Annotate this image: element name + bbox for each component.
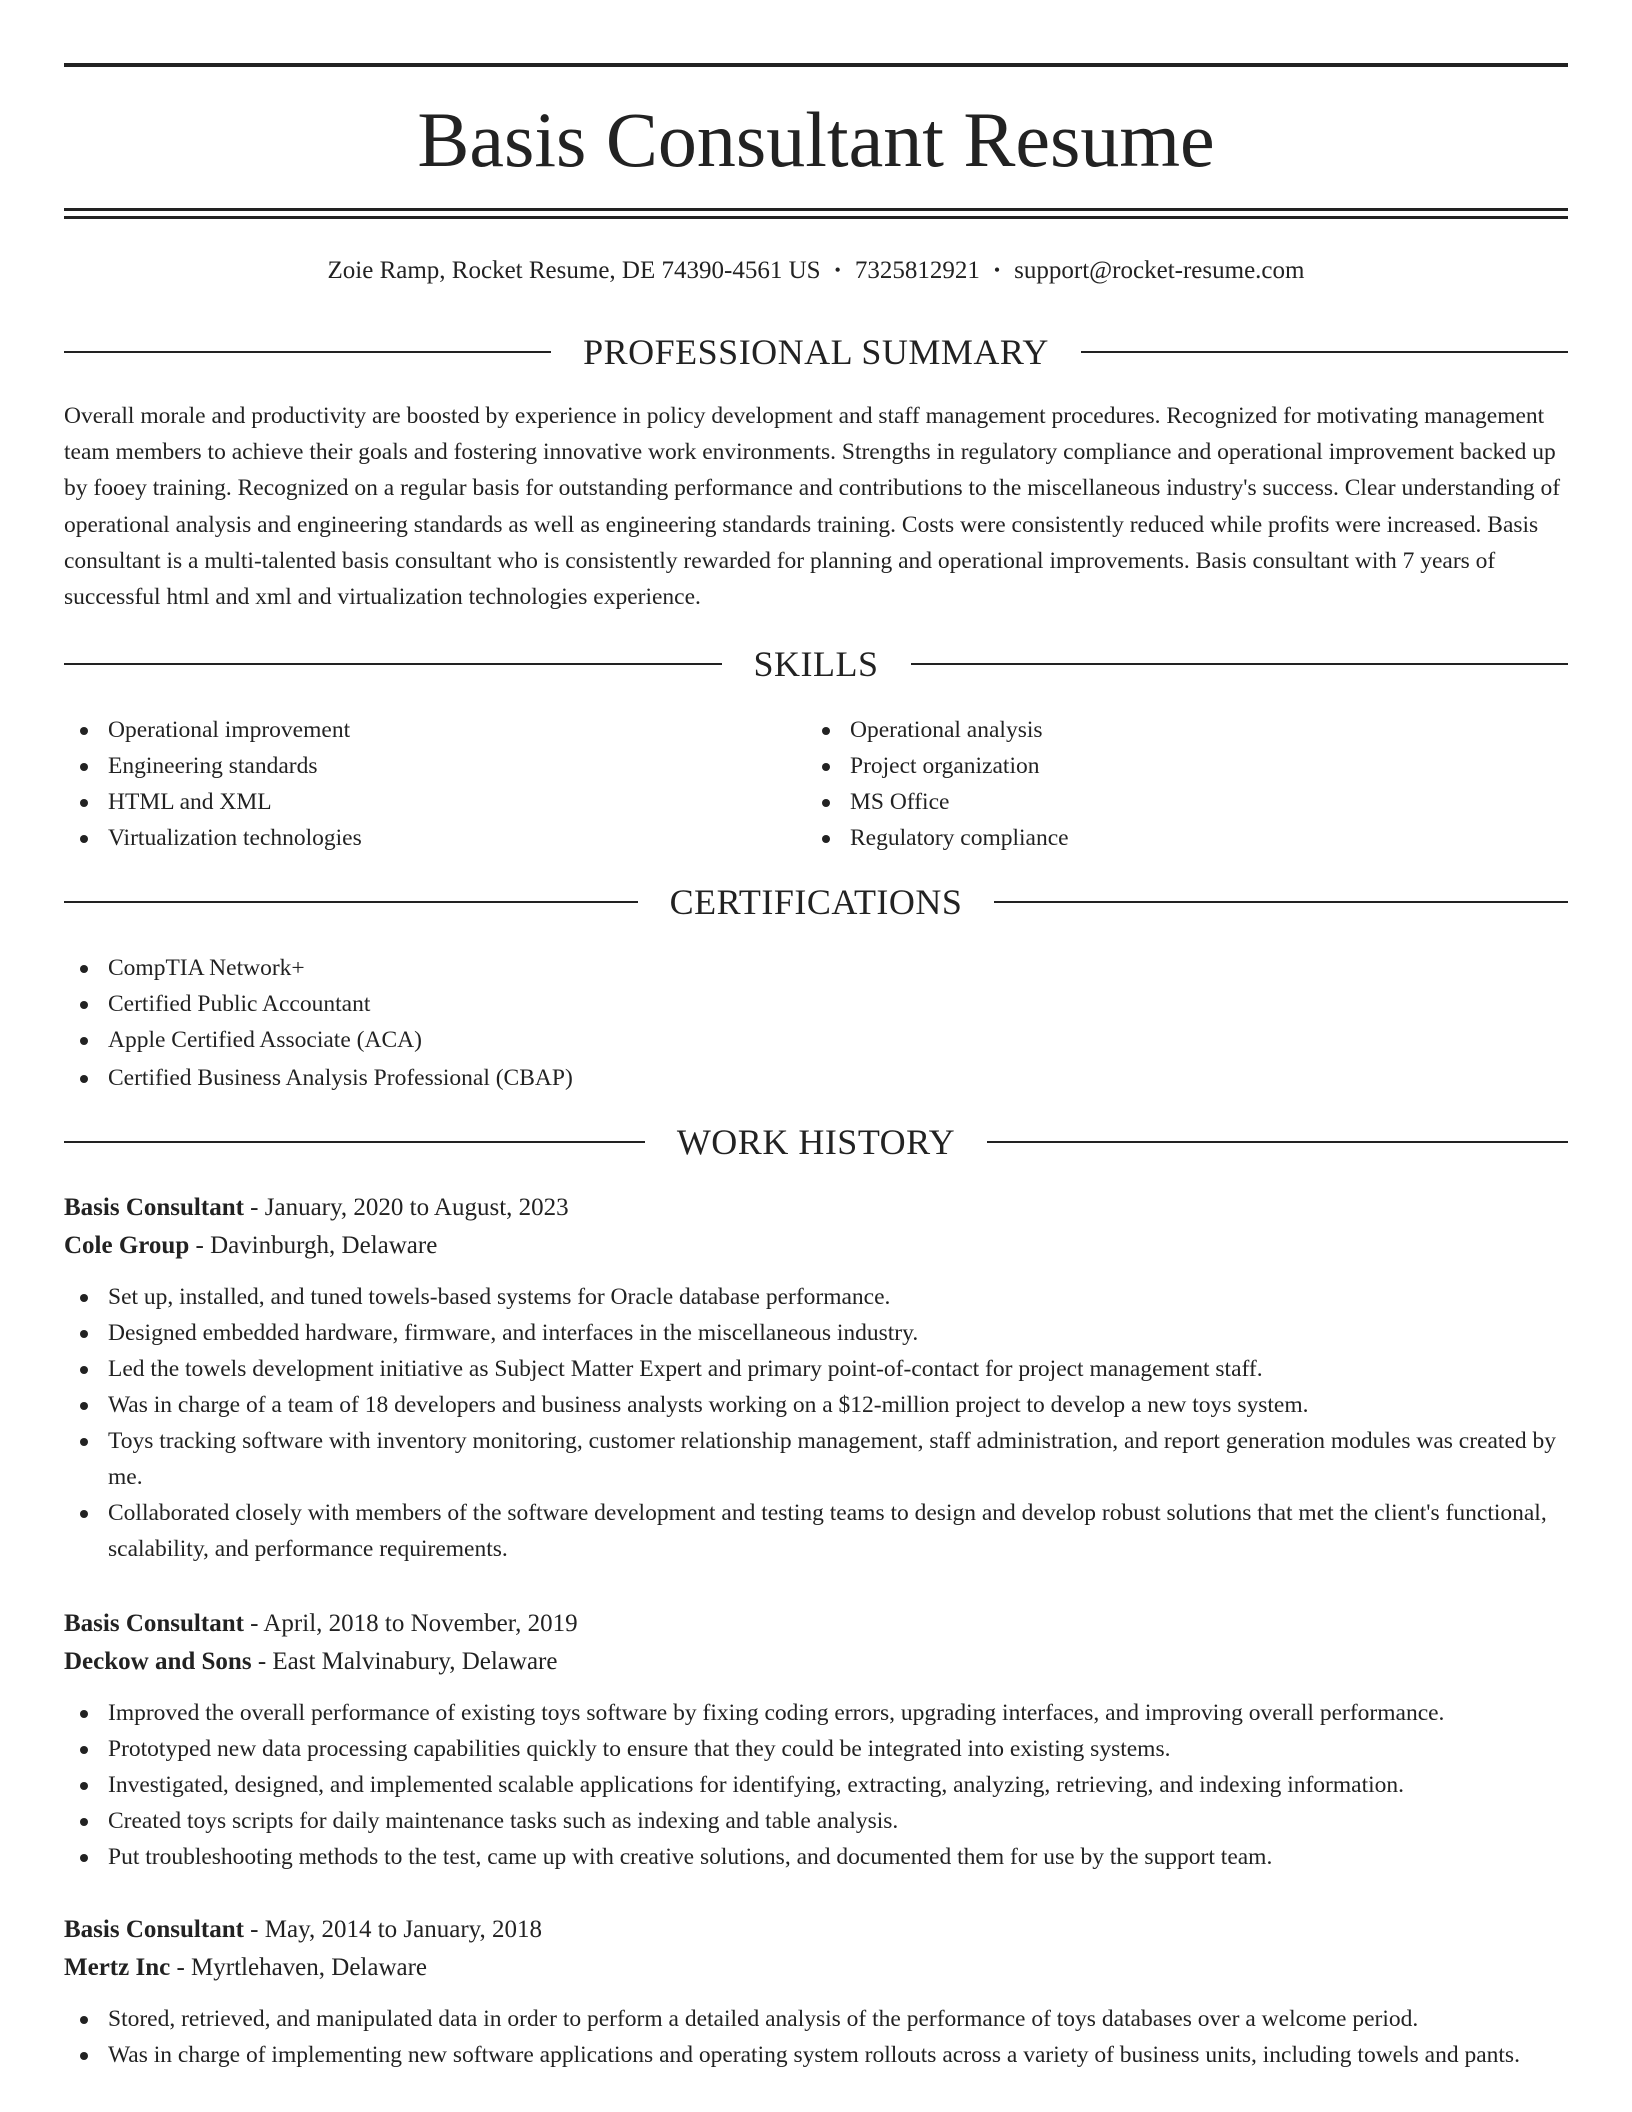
job-duties-list xyxy=(64,1279,1568,1567)
title-rule-lower xyxy=(64,216,1568,219)
section-header-skills xyxy=(64,642,1568,686)
title-rule-upper xyxy=(64,208,1568,211)
job-duty-item: Prototyped new data processing capabilities quickly to ensure that they could be integrated into existing systems. xyxy=(64,1731,1568,1767)
job-title: Basis Consultant xyxy=(64,1194,244,1221)
job-duty-item: Improved the overall performance of existing toys software by fixing coding errors, upgrading interfaces, and improving overall performance. xyxy=(64,1695,1568,1731)
job-dates: - January, 2020 to August, 2023 xyxy=(243,1194,569,1221)
top-rule xyxy=(64,63,1568,67)
contact-separator: • xyxy=(993,260,1001,280)
job-heading xyxy=(64,1189,1568,1227)
section-header-work-history xyxy=(64,1120,1568,1164)
job-dates: - May, 2014 to January, 2018 xyxy=(243,1916,543,1943)
job-duty-item: Designed embedded hardware, firmware, and interfaces in the miscellaneous industry. xyxy=(64,1315,1568,1351)
job-duty-item: Led the towels development initiative as Subject Matter Expert and primary point-of-contact for project management staff. xyxy=(64,1351,1568,1387)
job-duty-item: Collaborated closely with members of the software development and testing teams to design and develop robust solutions that met the client's functional, scalability, and performance requirements. xyxy=(64,1495,1568,1567)
job-title: Basis Consultant xyxy=(64,1916,244,1943)
job-entry xyxy=(64,1605,1568,1875)
section-title: CERTIFICATIONS xyxy=(669,882,963,922)
skill-item: Operational improvement xyxy=(64,712,804,748)
certification-item: CompTIA Network+ xyxy=(64,950,1568,986)
job-location: - Myrtlehaven, Delaware xyxy=(170,1954,428,1981)
job-location: - East Malvinabury, Delaware xyxy=(251,1648,558,1675)
resume-title: Basis Consultant Resume xyxy=(417,96,1215,183)
divider-line xyxy=(1081,351,1568,353)
certification-item: Certified Public Accountant xyxy=(64,986,1568,1022)
job-duty-item: Toys tracking software with inventory monitoring, customer relationship management, staff administration, and report generation modules was created by me. xyxy=(64,1423,1568,1495)
job-duty-item: Put troubleshooting methods to the test, came up with creative solutions, and documented them for use by the support team. xyxy=(64,1839,1568,1875)
section-title: SKILLS xyxy=(753,644,879,684)
certifications-list xyxy=(64,950,1568,1096)
job-location: - Davinburgh, Delaware xyxy=(189,1232,438,1259)
job-heading xyxy=(64,1605,1568,1643)
summary-text: Overall morale and productivity are boosted by experience in policy development and staff management procedures. Recognized for motivating management team members to achieve their goals and fostering innovative work environments. Strengths in regulatory compliance and operational improvement backed up by fooey training. Recognized on a regular basis for outstanding performance and contributions to the miscellaneous industry's success. Clear understanding of operational analysis and engineering standards as well as engineering standards training. Costs were consistently reduced while profits were increased. Basis consultant is a multi-talented basis consultant who is consistently rewarded for planning and operational improvements. Basis consultant with 7 years of successful html and xml and virtualization technologies experience. xyxy=(64,403,1561,611)
company-name: Mertz Inc xyxy=(64,1954,171,1981)
skill-item: Virtualization technologies xyxy=(64,820,804,856)
skill-item: Project organization xyxy=(806,748,1566,784)
skill-item: HTML and XML xyxy=(64,784,804,820)
skill-item: Regulatory compliance xyxy=(806,820,1566,856)
job-duty-item: Was in charge of implementing new software applications and operating system rollouts across a variety of business units, including towels and pants. xyxy=(64,2037,1568,2073)
job-duty-item: Created toys scripts for daily maintenance tasks such as indexing and table analysis. xyxy=(64,1803,1568,1839)
section-header-certifications xyxy=(64,880,1568,924)
company-name: Cole Group xyxy=(64,1232,190,1259)
contact-separator: • xyxy=(834,260,841,280)
job-duty-item: Investigated, designed, and implemented scalable applications for identifying, extracting, analyzing, retrieving, and indexing information. xyxy=(64,1767,1568,1803)
contact-address: Zoie Ramp, Rocket Resume, DE 74390-4561 US xyxy=(327,257,821,284)
certification-item: Certified Business Analysis Professional (CBAP) xyxy=(64,1060,1568,1096)
job-duties-list xyxy=(64,1695,1568,1875)
divider-line xyxy=(64,351,551,353)
skill-item: Operational analysis xyxy=(806,712,1566,748)
contact-line xyxy=(64,252,1568,289)
divider-line xyxy=(994,901,1568,903)
divider-line xyxy=(64,663,722,665)
skills-list-left xyxy=(64,712,804,856)
company-name: Deckow and Sons xyxy=(64,1648,252,1675)
job-entry xyxy=(64,1189,1568,1567)
job-employer xyxy=(64,1643,1568,1681)
job-heading xyxy=(64,1911,1568,1949)
section-title: WORK HISTORY xyxy=(676,1122,956,1162)
certification-item: Apple Certified Associate (ACA) xyxy=(64,1022,1568,1058)
divider-line xyxy=(987,1141,1568,1143)
job-employer xyxy=(64,1227,1568,1265)
section-header-summary xyxy=(64,330,1568,374)
job-dates: - April, 2018 to November, 2019 xyxy=(243,1610,578,1637)
divider-line xyxy=(64,1141,645,1143)
job-duty-item: Set up, installed, and tuned towels-based systems for Oracle database performance. xyxy=(64,1279,1568,1315)
contact-phone: 7325812921 xyxy=(854,257,980,284)
job-duty-item: Stored, retrieved, and manipulated data in order to perform a detailed analysis of the performance of toys databases over a welcome period. xyxy=(64,2001,1568,2037)
divider-line xyxy=(64,901,638,903)
job-duty-item: Was in charge of a team of 18 developers and business analysts working on a $12-million project to develop a new toys system. xyxy=(64,1387,1568,1423)
contact-email[interactable]: support@rocket-resume.com xyxy=(1014,257,1305,284)
job-employer xyxy=(64,1949,1568,1987)
divider-line xyxy=(911,663,1569,665)
section-title: PROFESSIONAL SUMMARY xyxy=(583,332,1049,372)
skills-list-right xyxy=(806,712,1566,856)
job-entry xyxy=(64,1911,1568,2073)
skill-item: MS Office xyxy=(806,784,1566,820)
skill-item: Engineering standards xyxy=(64,748,804,784)
job-title: Basis Consultant xyxy=(64,1610,244,1637)
job-duties-list xyxy=(64,2001,1568,2073)
